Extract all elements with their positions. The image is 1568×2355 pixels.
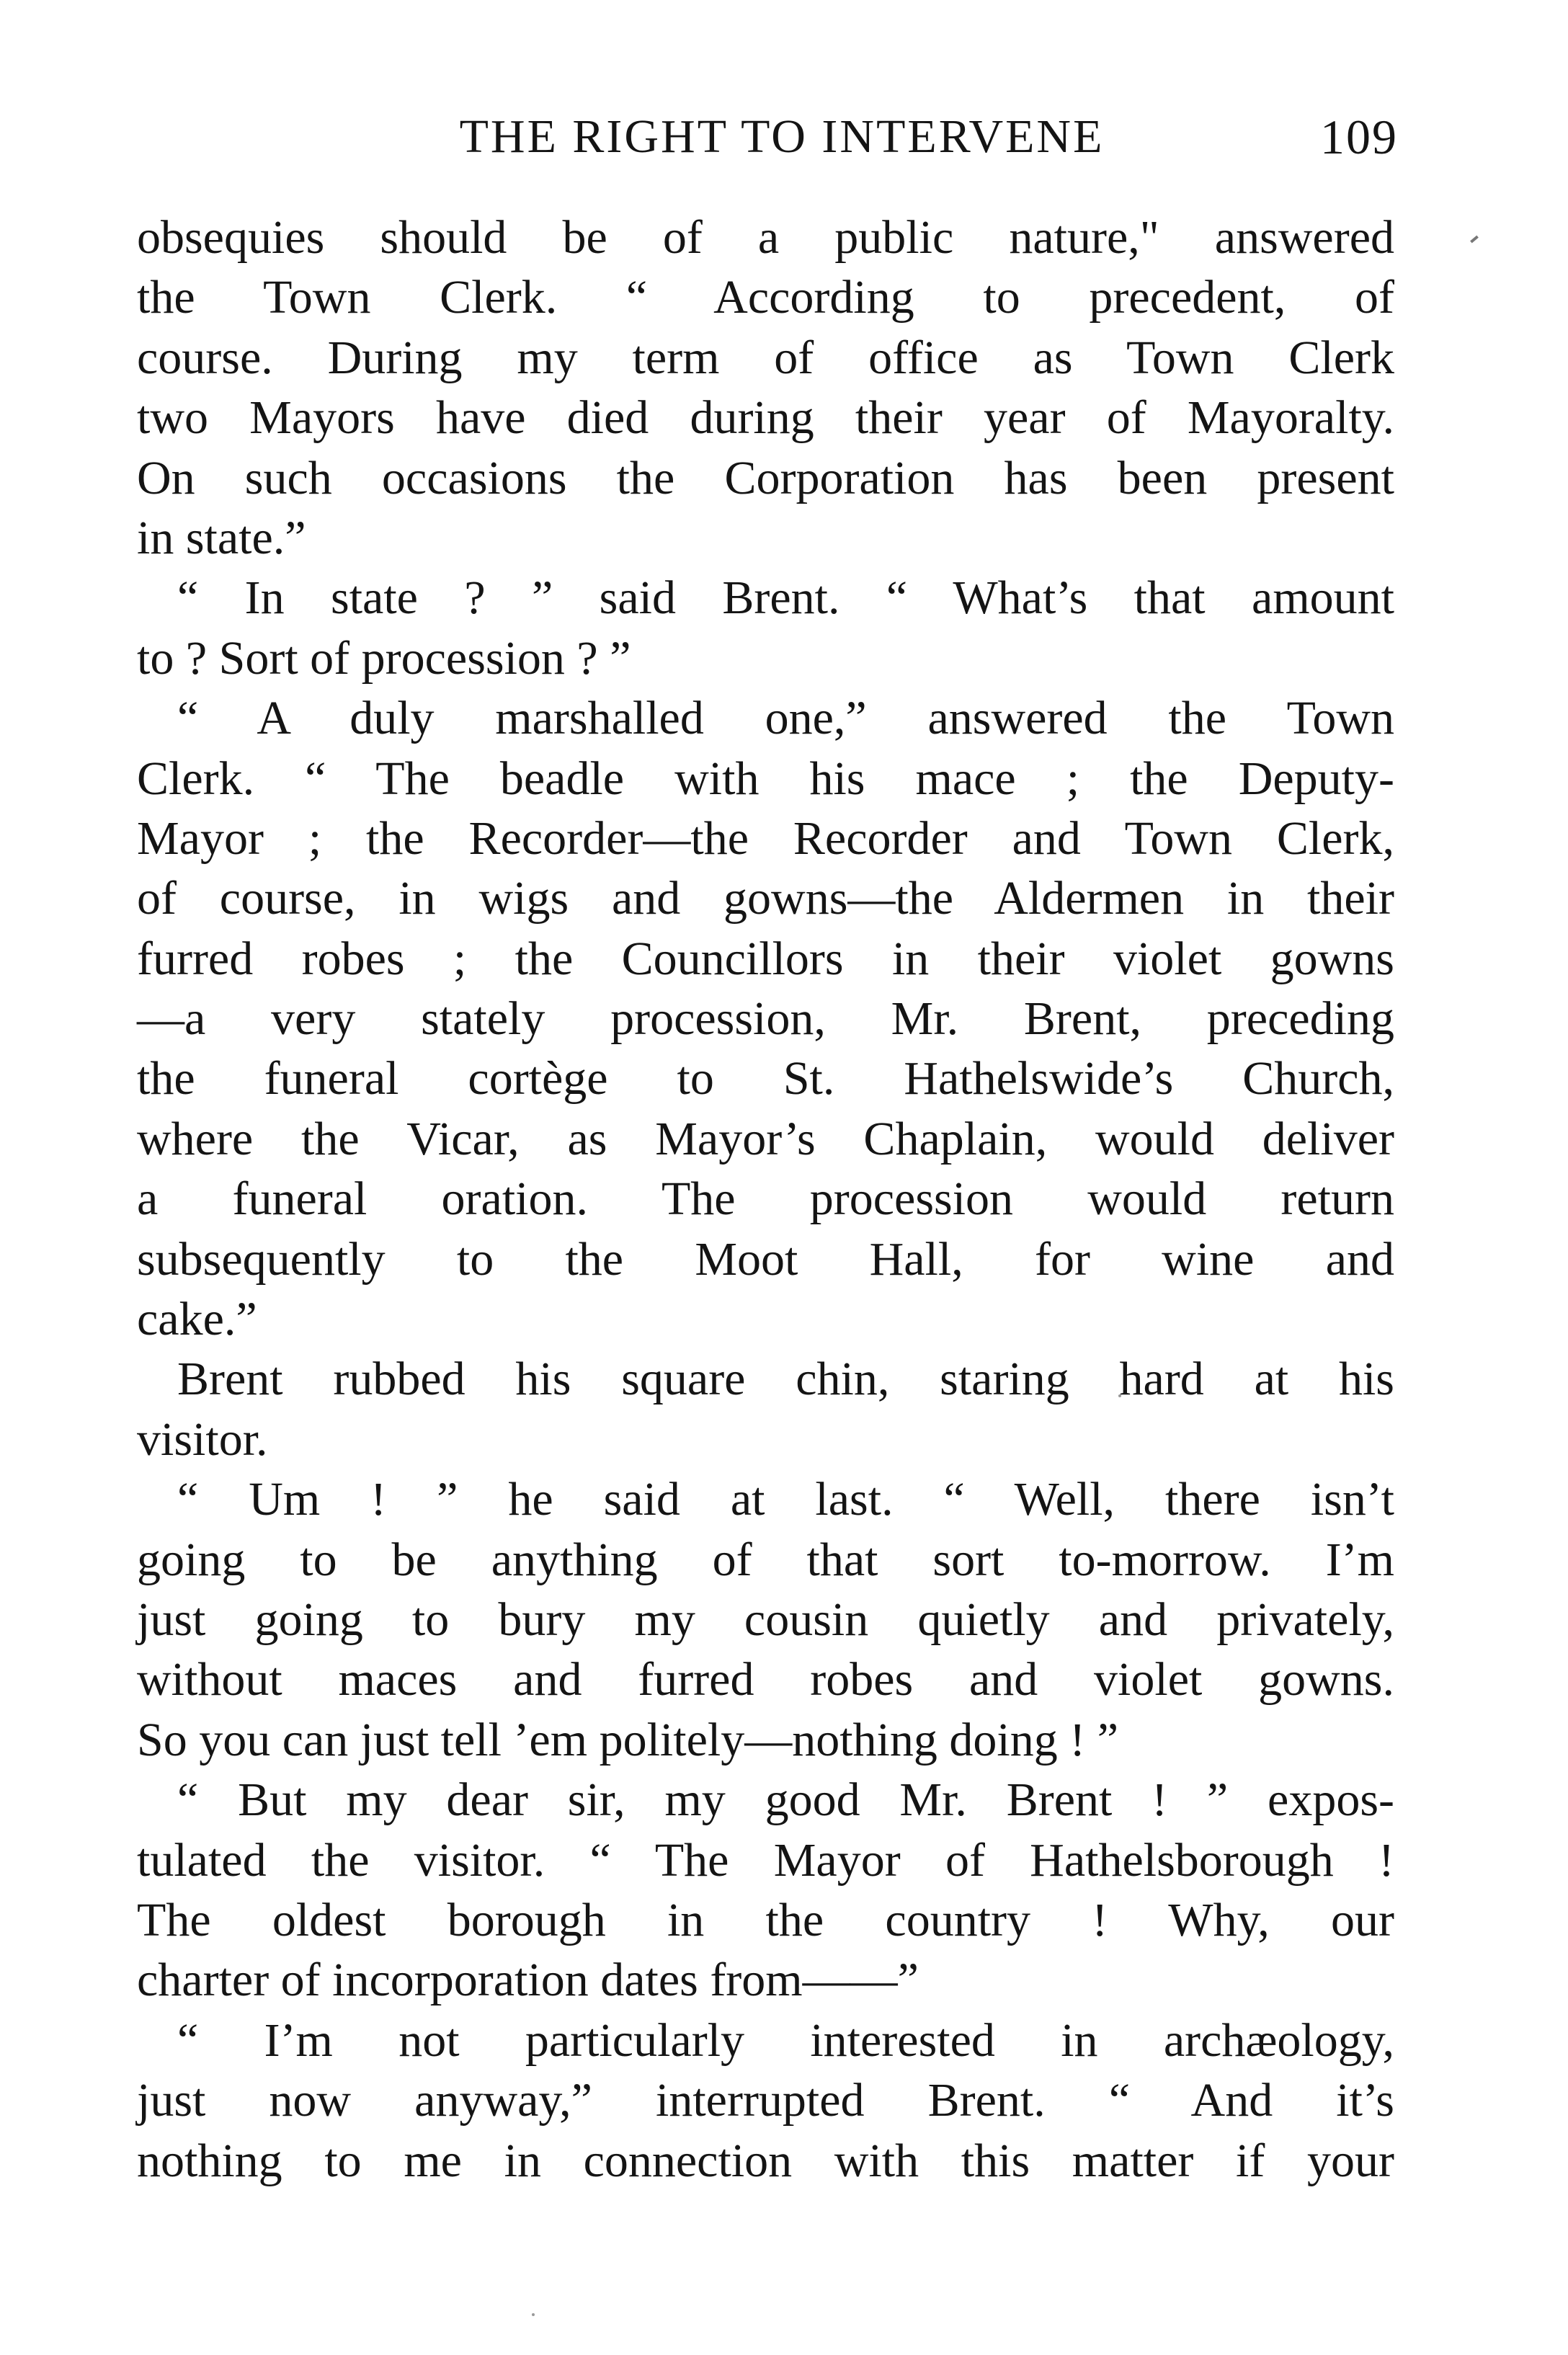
text-line: furred robes ; the Councillors in their violet gowns xyxy=(137,932,1394,985)
text-line: the funeral cortège to St. Hathelswide’s Church, xyxy=(137,1052,1394,1105)
body-text xyxy=(137,208,1394,2191)
text-line: “ Um ! ” he said at last. “ Well, there isn’t xyxy=(177,1473,1394,1526)
text-line: subsequently to the Moot Hall, for wine and xyxy=(137,1232,1394,1286)
paper-speck xyxy=(532,2313,535,2316)
page-number: 109 xyxy=(1320,110,1398,164)
text-line: So you can just tell ’em politely—nothing doing ! ” xyxy=(137,1713,1118,1766)
text-line: tulated the visitor. “ The Mayor of Hathelsborough ! xyxy=(137,1833,1394,1887)
text-line: “ I’m not particularly interested in archæology, xyxy=(177,2013,1394,2067)
text-line: cake.” xyxy=(137,1293,257,1346)
text-line: course. During my term of office as Town Clerk xyxy=(137,331,1394,384)
text-line: just going to bury my cousin quietly and privately, xyxy=(137,1593,1394,1646)
text-line: —a very stately procession, Mr. Brent, preceding xyxy=(137,992,1394,1046)
text-line: “ A duly marshalled one,” answered the Town xyxy=(177,692,1394,745)
text-line: Clerk. “ The beadle with his mace ; the Deputy- xyxy=(137,752,1394,805)
text-line: “ In state ? ” said Brent. “ What’s that amount xyxy=(177,571,1394,625)
text-line: “ But my dear sir, my good Mr. Brent ! ” expos- xyxy=(177,1773,1394,1827)
text-line: Brent rubbed his square chin, staring hard at his xyxy=(177,1353,1394,1406)
text-line: nothing to me in connection with this matter if your xyxy=(137,2134,1394,2187)
text-line: Mayor ; the Recorder—the Recorder and Town Clerk, xyxy=(137,811,1394,865)
running-head xyxy=(137,101,1398,173)
text-line: On such occasions the Corporation has been present xyxy=(137,451,1394,504)
text-line: The oldest borough in the country ! Why, our xyxy=(137,1893,1394,1946)
text-line: just now anyway,” interrupted Brent. “ And it’s xyxy=(137,2074,1394,2127)
text-line: where the Vicar, as Mayor’s Chaplain, would deliver xyxy=(137,1112,1394,1165)
text-line: obsequies should be of a public nature," answered xyxy=(137,211,1394,264)
running-title: THE RIGHT TO INTERVENE xyxy=(459,110,1105,163)
text-line: charter of incorporation dates from——” xyxy=(137,1954,919,2007)
text-line: two Mayors have died during their year of Mayoralty. xyxy=(137,391,1394,445)
margin-pencil-mark xyxy=(1470,236,1479,244)
text-line: to ? Sort of procession ? ” xyxy=(137,631,631,685)
text-line: without maces and furred robes and violet gowns. xyxy=(137,1653,1394,1706)
text-line: of course, in wigs and gowns—the Aldermen in their xyxy=(137,872,1394,925)
text-line: the Town Clerk. “ According to precedent, of xyxy=(137,271,1394,324)
text-line: a funeral oration. The procession would return xyxy=(137,1172,1394,1226)
text-line: in state.” xyxy=(137,511,306,564)
text-line: going to be anything of that sort to-morrow. I’m xyxy=(137,1533,1394,1586)
text-line: visitor. xyxy=(137,1412,268,1466)
